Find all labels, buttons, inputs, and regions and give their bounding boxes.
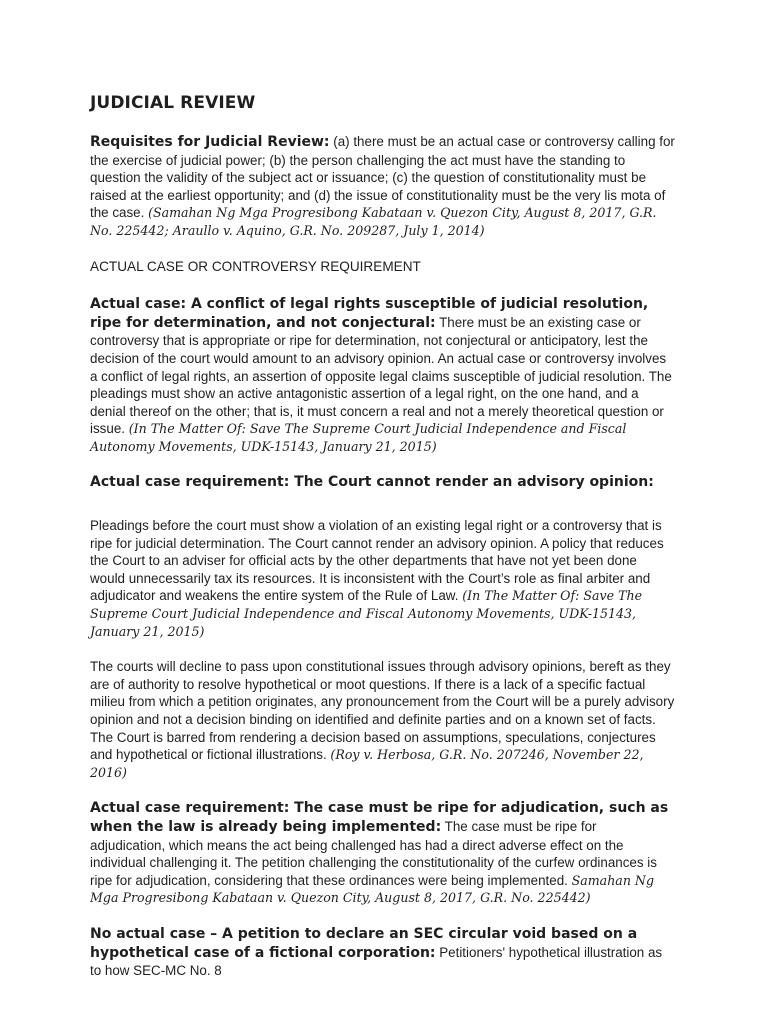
no-actual-case-text: Petitioners' hypothetical illustration as to how SEC-MC No. 8 [90,944,663,979]
requisites-lead: Requisites for Judicial Review: [90,134,330,150]
courts-decline-text: The courts will decline to pass upon constitutional issues through advisory opinions, bereft as they are of authority to resolve hypothetical or moot questions. If there is a lack of a specific factual milieu from which a petition originates, any pronouncement from the Court will be a purely advisory opinion and not a decision binding on identified and definite parties and on a known set of facts. The Court is barred from rendering a decision based on assumptions, speculations, conjectures and hypothetical or fictional illustrations. [90,659,675,763]
no-actual-case-lead: No actual case – A petition to declare an SEC circular void based on a hypothetical case of a fictional corporation: [90,925,638,961]
document-title: JUDICIAL REVIEW [90,93,256,113]
document-page [90,92,675,998]
actual-case-text: There must be an existing case or controversy that is appropriate or ripe for determination, not conjectural or anticipatory, lest the decision of the court would amount to an advisory opinion. An actual case or controversy involves a conflict of legal rights, an assertion of opposite legal claims susceptible of judicial resolution. The pleadings must show an active antagonistic assertion of a legal right, on the one hand, and a denial thereof on the other; that is, it must concern a real and not a merely theoretical question or issue. [90,314,672,437]
paragraph-no-actual-case [90,925,675,980]
paragraph-courts-decline [90,658,675,781]
advisory-opinion-text: Pleadings before the court must show a violation of an existing legal right or a controversy that is ripe for judicial determination. The Court cannot render an advisory opinion. A policy that reduces the Court to an adviser for official acts by the other departments that have not yet been done would unnecessarily tax its resources. It is inconsistent with the Court’s role as final arbiter and adjudicator and weakens the entire system of the Rule of Law. [90,518,664,604]
paragraph-actual-case [90,295,675,455]
ripe-adjudication-citation: Samahan Ng Mga Progresibong Kabataan v. Quezon City, August 8, 2017, G.R. No. 225442) [90,872,655,906]
paragraph-advisory-opinion [90,517,675,640]
requisites-text: (a) there must be an actual case or controversy calling for the exercise of judicial power; (b) the person challenging the act must have the standing to question the validity of the subject act or issuance; (c) the question of constitutionality must be raised at the earliest opportunity; and (d) the issue of constitutionality must be the very lis mota of the case. [90,134,675,221]
advisory-opinion-citation: (In The Matter Of: Save The Supreme Court Judicial Independence and Fiscal Autonomy Movements, UDK-15143, January 21, 2015) [90,588,643,639]
ripe-adjudication-lead: Actual case requirement: The case must be ripe for adjudication, such as when the law is already being implemented: [90,800,669,835]
paragraph-ripe-adjudication [90,799,675,907]
paragraph-requisites [90,133,675,240]
actual-case-lead: Actual case: A conflict of legal rights susceptible of judicial resolution, ripe for determination, and not conjectural: [90,296,649,331]
courts-decline-citation: (Roy v. Herbosa, G.R. No. 207246, November 22, 2016) [90,747,644,780]
actual-case-citation: (In The Matter Of: Save The Supreme Court Judicial Independence and Fiscal Autonomy Movements, UDK-15143, January 21, 2015) [90,421,627,454]
section-heading: ACTUAL CASE OR CONTROVERSY REQUIREMENT [90,258,421,274]
ripe-adjudication-text: The case must be ripe for adjudication, which means the act being challenged has had a direct adverse effect on the individual challenging it. The petition challenging the constitutionality of the curfew ordinances is ripe for adjudication, considering that these ordinances were being implemented. [90,819,657,888]
requisites-citation: (Samahan Ng Mga Progresibong Kabataan v. Quezon City, August 8, 2017, G.R. No. 225442; Araullo v. Aquino, G.R. No. 209287, July 1, 2014) [90,205,657,238]
advisory-opinion-heading: Actual case requirement: The Court cannot render an advisory opinion: [90,473,654,490]
